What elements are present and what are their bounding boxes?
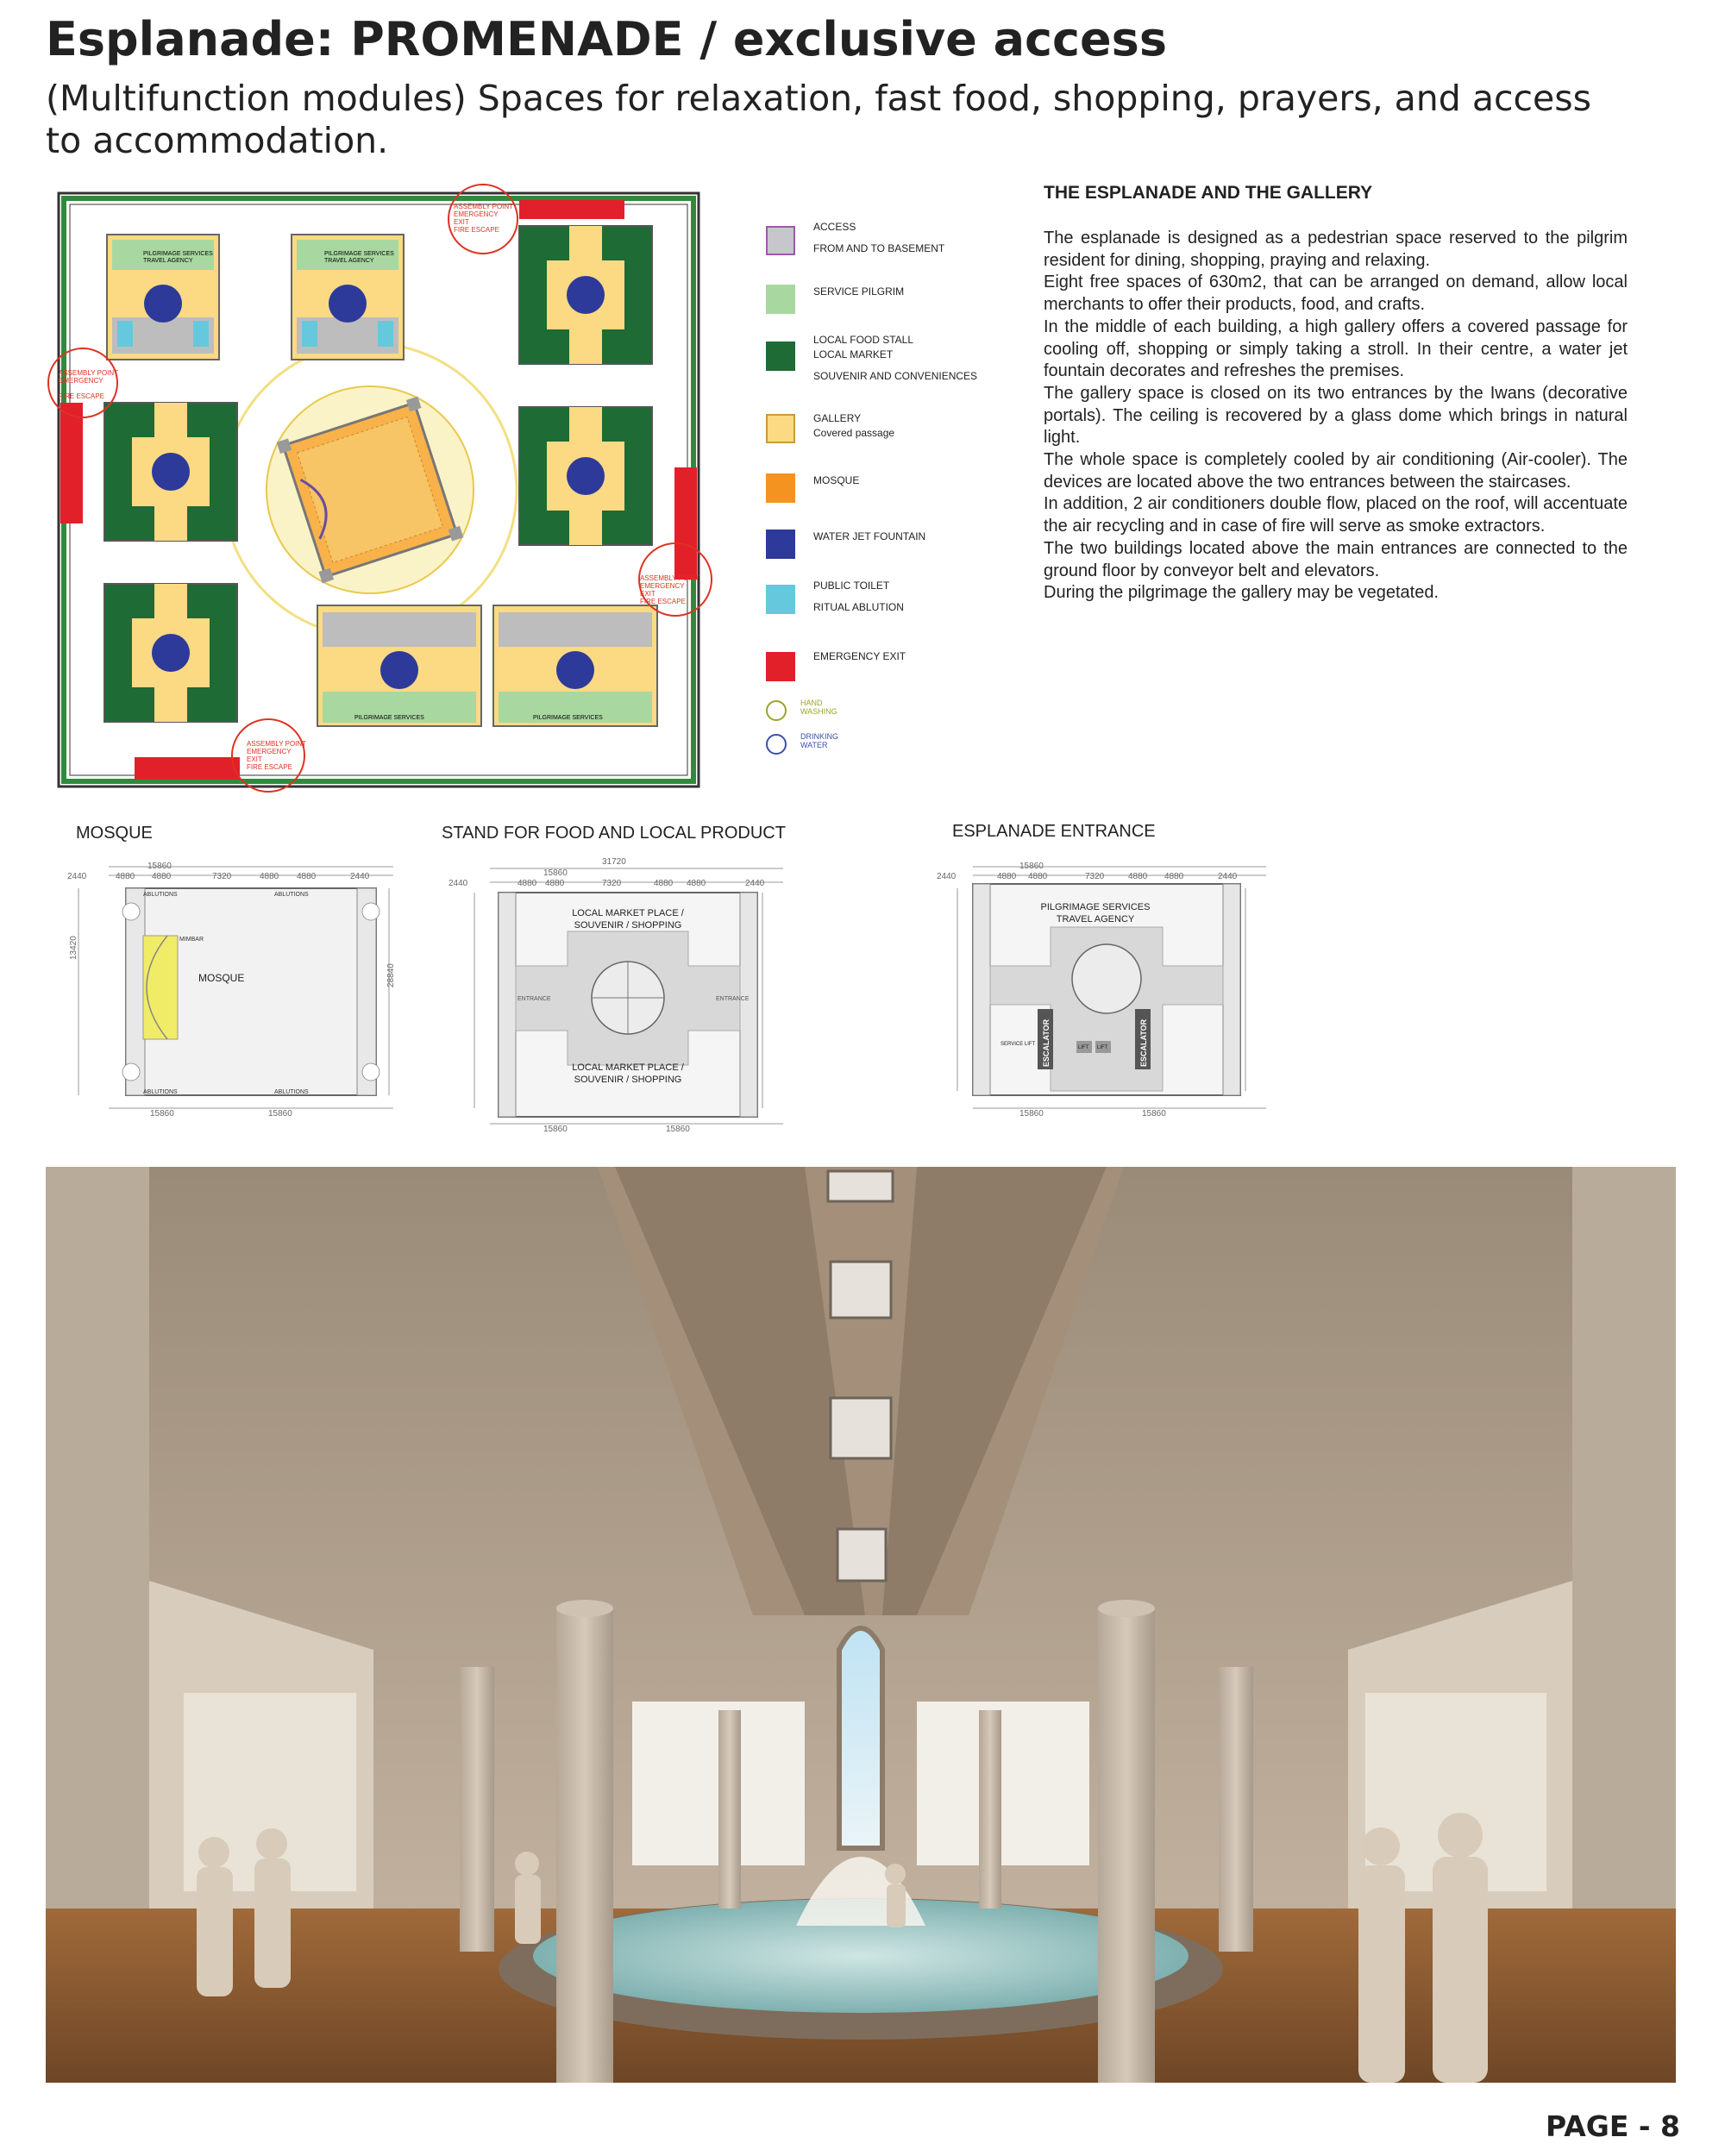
svg-text:PILGRIMAGE SERVICES: PILGRIMAGE SERVICES	[533, 715, 603, 721]
dim-label: 4880	[260, 872, 279, 881]
dim-label: 15860	[543, 868, 568, 878]
room-label: LIFT	[1097, 1045, 1108, 1050]
legend-label: EMERGENCY EXIT	[813, 650, 906, 662]
room-label: ABLUTIONS	[143, 892, 178, 898]
svg-text:TRAVEL AGENCY: TRAVEL AGENCY	[324, 258, 374, 264]
legend-label: WATER	[800, 741, 828, 749]
legend-label: LOCAL FOOD STALL	[813, 334, 914, 346]
dim-label: 2440	[350, 872, 370, 881]
svg-text:ASSEMBLY POINT: ASSEMBLY POINT	[640, 574, 700, 582]
svg-text:ASSEMBLY POINT: ASSEMBLY POINT	[247, 740, 307, 748]
dim-label: 4880	[116, 872, 135, 881]
svg-text:EMERGENCY: EMERGENCY	[454, 210, 499, 218]
svg-text:PILGRIMAGE SERVICES: PILGRIMAGE SERVICES	[354, 715, 424, 721]
legend-gallery	[766, 414, 1025, 448]
legend-label: Covered passage	[813, 427, 895, 439]
esplanade-site-plan	[57, 191, 700, 788]
svg-text:ASSEMBLY POINT: ASSEMBLY POINT	[59, 369, 119, 377]
dim-label: 2440	[1218, 872, 1238, 881]
room-label: ESCALATOR	[1139, 1018, 1148, 1067]
legend-local-food	[766, 334, 1025, 382]
room-label: ENTRANCE	[518, 996, 551, 1002]
paragraph: In the middle of each building, a high gallery offers a covered passage for cooling off, shopping or simply taking a stroll. In their centre, a water jet fountain decorates and refreshes the premises.	[1044, 317, 1628, 381]
svg-text:EMERGENCY: EMERGENCY	[640, 582, 685, 590]
legend-emergency	[766, 652, 1025, 686]
room-label: LOCAL MARKET PLACE /	[572, 908, 684, 918]
dim-label: 4880	[152, 872, 172, 881]
dim-label: 4880	[654, 879, 674, 888]
page-title: Esplanade: PROMENADE / exclusive access	[46, 12, 1167, 66]
room-label: MIMBAR	[179, 937, 204, 943]
legend-service-pilgrim	[766, 285, 1025, 319]
legend-label: WASHING	[800, 707, 837, 716]
room-label: ESCALATOR	[1042, 1018, 1051, 1067]
legend-label: HAND	[800, 699, 823, 707]
dim-label: 2440	[448, 879, 468, 888]
dim-label: 31720	[602, 857, 626, 867]
room-label: SOUVENIR / SHOPPING	[574, 1075, 682, 1085]
service-block-tl	[107, 235, 219, 360]
plan-title-mosque: MOSQUE	[76, 824, 153, 843]
dim-label: 15860	[150, 1109, 174, 1119]
service-block-br	[493, 605, 657, 726]
paragraph: The esplanade is designed as a pedestrian space reserved to the pilgrim resident for dining, shopping, praying and relaxing.	[1044, 229, 1628, 270]
legend-label: SOUVENIR AND CONVENIENCES	[813, 370, 978, 382]
legend-swatch	[766, 473, 795, 503]
legend-label: RITUAL ABLUTION	[813, 601, 904, 613]
section-body	[1044, 228, 1628, 605]
room-label: SERVICE LIFT	[1000, 1042, 1036, 1047]
svg-text:EMERGENCY: EMERGENCY	[247, 748, 292, 755]
paragraph: The two buildings located above the main entrances are connected to the ground floor by conveyor belt and elevators.	[1044, 538, 1628, 580]
svg-text:EMERGENCY: EMERGENCY	[59, 377, 104, 385]
room-label: LOCAL MARKET PLACE /	[572, 1062, 684, 1073]
page-subtitle: (Multifunction modules) Spaces for relaxation, fast food, shopping, prayers, and access to accommodation.	[46, 78, 1591, 161]
dim-label: 4880	[687, 879, 706, 888]
room-label: SOUVENIR / SHOPPING	[574, 920, 682, 931]
dim-label: 4880	[1128, 872, 1148, 881]
plan-title-entrance: ESPLANADE ENTRANCE	[952, 822, 1156, 841]
dim-label: 15860	[1019, 862, 1044, 871]
room-label: ABLUTIONS	[274, 1089, 309, 1095]
legend-label: MOSQUE	[813, 474, 860, 486]
dim-label: 7320	[1085, 872, 1105, 881]
legend-swatch	[766, 585, 795, 614]
legend-label: GALLERY	[813, 412, 862, 424]
room-label: MOSQUE	[198, 972, 245, 984]
legend-label: ACCESS	[813, 221, 856, 233]
legend-fountain	[766, 530, 1025, 564]
dim-label: 7320	[602, 879, 622, 888]
dim-label: 15860	[666, 1125, 690, 1134]
mosque-plan	[57, 849, 419, 1117]
legend-drinking-water	[766, 734, 1025, 768]
dim-label: 15860	[543, 1125, 568, 1134]
legend-label: PUBLIC TOILET	[813, 580, 890, 592]
dim-label: 15860	[147, 862, 172, 871]
room-label: ABLUTIONS	[143, 1089, 178, 1095]
hand-washing-icon	[766, 700, 787, 721]
svg-text:PILGRIMAGE SERVICES: PILGRIMAGE SERVICES	[143, 251, 213, 257]
legend-label: SERVICE PILGRIM	[813, 285, 905, 298]
svg-text:FIRE ESCAPE: FIRE ESCAPE	[247, 763, 292, 771]
market-block-tr	[519, 226, 652, 364]
service-block-bm	[317, 605, 481, 726]
legend-label: DRINKING	[800, 732, 839, 741]
dim-label: 13420	[69, 936, 78, 960]
dim-label: 15860	[268, 1109, 292, 1119]
dim-label: 2440	[67, 872, 87, 881]
svg-text:EXIT: EXIT	[640, 590, 656, 598]
svg-text:FIRE ESCAPE: FIRE ESCAPE	[454, 226, 499, 234]
svg-text:ASSEMBLY POINT: ASSEMBLY POINT	[454, 203, 514, 210]
page-number: PAGE - 8	[1546, 2109, 1680, 2143]
svg-text:FIRE ESCAPE: FIRE ESCAPE	[640, 598, 686, 605]
svg-text:EXIT: EXIT	[247, 755, 262, 763]
legend-swatch	[766, 652, 795, 681]
dim-label: 4880	[1028, 872, 1048, 881]
svg-text:EXIT: EXIT	[454, 218, 469, 226]
service-block-tm	[292, 235, 404, 360]
svg-text:TRAVEL AGENCY: TRAVEL AGENCY	[143, 258, 193, 264]
dim-label: 7320	[212, 872, 232, 881]
legend-access	[766, 221, 1025, 260]
legend-hand-washing	[766, 700, 1025, 735]
dim-label: 4880	[1164, 872, 1184, 881]
plan-title-stand: STAND FOR FOOD AND LOCAL PRODUCT	[442, 824, 786, 843]
dim-label: 4880	[545, 879, 565, 888]
legend-swatch	[766, 285, 795, 314]
legend-label: WATER JET FOUNTAIN	[813, 530, 926, 542]
market-block-r	[519, 407, 652, 545]
paragraph: Eight free spaces of 630m2, that can be arranged on demand, allow local merchants to offer their products, food, and crafts.	[1044, 273, 1628, 315]
drinking-water-icon	[766, 734, 787, 755]
dim-label: 4880	[518, 879, 537, 888]
dim-label: 4880	[297, 872, 317, 881]
market-block-bl	[104, 584, 237, 722]
dim-label: 15860	[1019, 1109, 1044, 1119]
entrance-plan	[938, 849, 1283, 1117]
paragraph: The gallery space is closed on its two entrances by the Iwans (decorative portals). The ceiling is recovered by a glass dome which brings in natural light.	[1044, 383, 1628, 448]
room-label: LIFT	[1078, 1045, 1089, 1050]
paragraph: During the pilgrimage the gallery may be vegetated.	[1044, 583, 1440, 603]
paragraph: In addition, 2 air conditioners double flow, placed on the roof, will accentuate the air recycling and in case of fire will serve as smoke extractors.	[1044, 494, 1628, 536]
room-label: ENTRANCE	[716, 996, 750, 1002]
dim-label: 28840	[386, 963, 396, 987]
dim-label: 4880	[997, 872, 1017, 881]
legend-label: LOCAL MARKET	[813, 348, 894, 360]
room-label: PILGRIMAGE SERVICES	[1040, 902, 1151, 912]
dim-label: 2440	[745, 879, 765, 888]
svg-text:FIRE ESCAPE: FIRE ESCAPE	[59, 392, 104, 400]
legend-toilet	[766, 580, 1025, 619]
svg-text:PILGRIMAGE SERVICES: PILGRIMAGE SERVICES	[324, 251, 394, 257]
legend-swatch	[766, 530, 795, 559]
legend-swatch	[766, 342, 795, 371]
legend-label: FROM AND TO BASEMENT	[813, 242, 945, 254]
section-heading: THE ESPLANADE AND THE GALLERY	[1044, 183, 1373, 203]
dim-label: 15860	[1142, 1109, 1166, 1119]
dim-label: 2440	[937, 872, 957, 881]
stand-plan	[448, 849, 800, 1134]
legend-swatch	[766, 226, 795, 255]
legend-swatch	[766, 414, 795, 443]
legend-mosque	[766, 473, 1025, 508]
room-label: TRAVEL AGENCY	[1056, 914, 1135, 924]
gallery-rendering	[46, 1167, 1676, 2083]
room-label: ABLUTIONS	[274, 892, 309, 898]
paragraph: The whole space is completely cooled by air conditioning (Air-cooler). The devices are located above the two entrances between the staircases.	[1044, 450, 1628, 492]
market-block-l	[104, 403, 237, 541]
